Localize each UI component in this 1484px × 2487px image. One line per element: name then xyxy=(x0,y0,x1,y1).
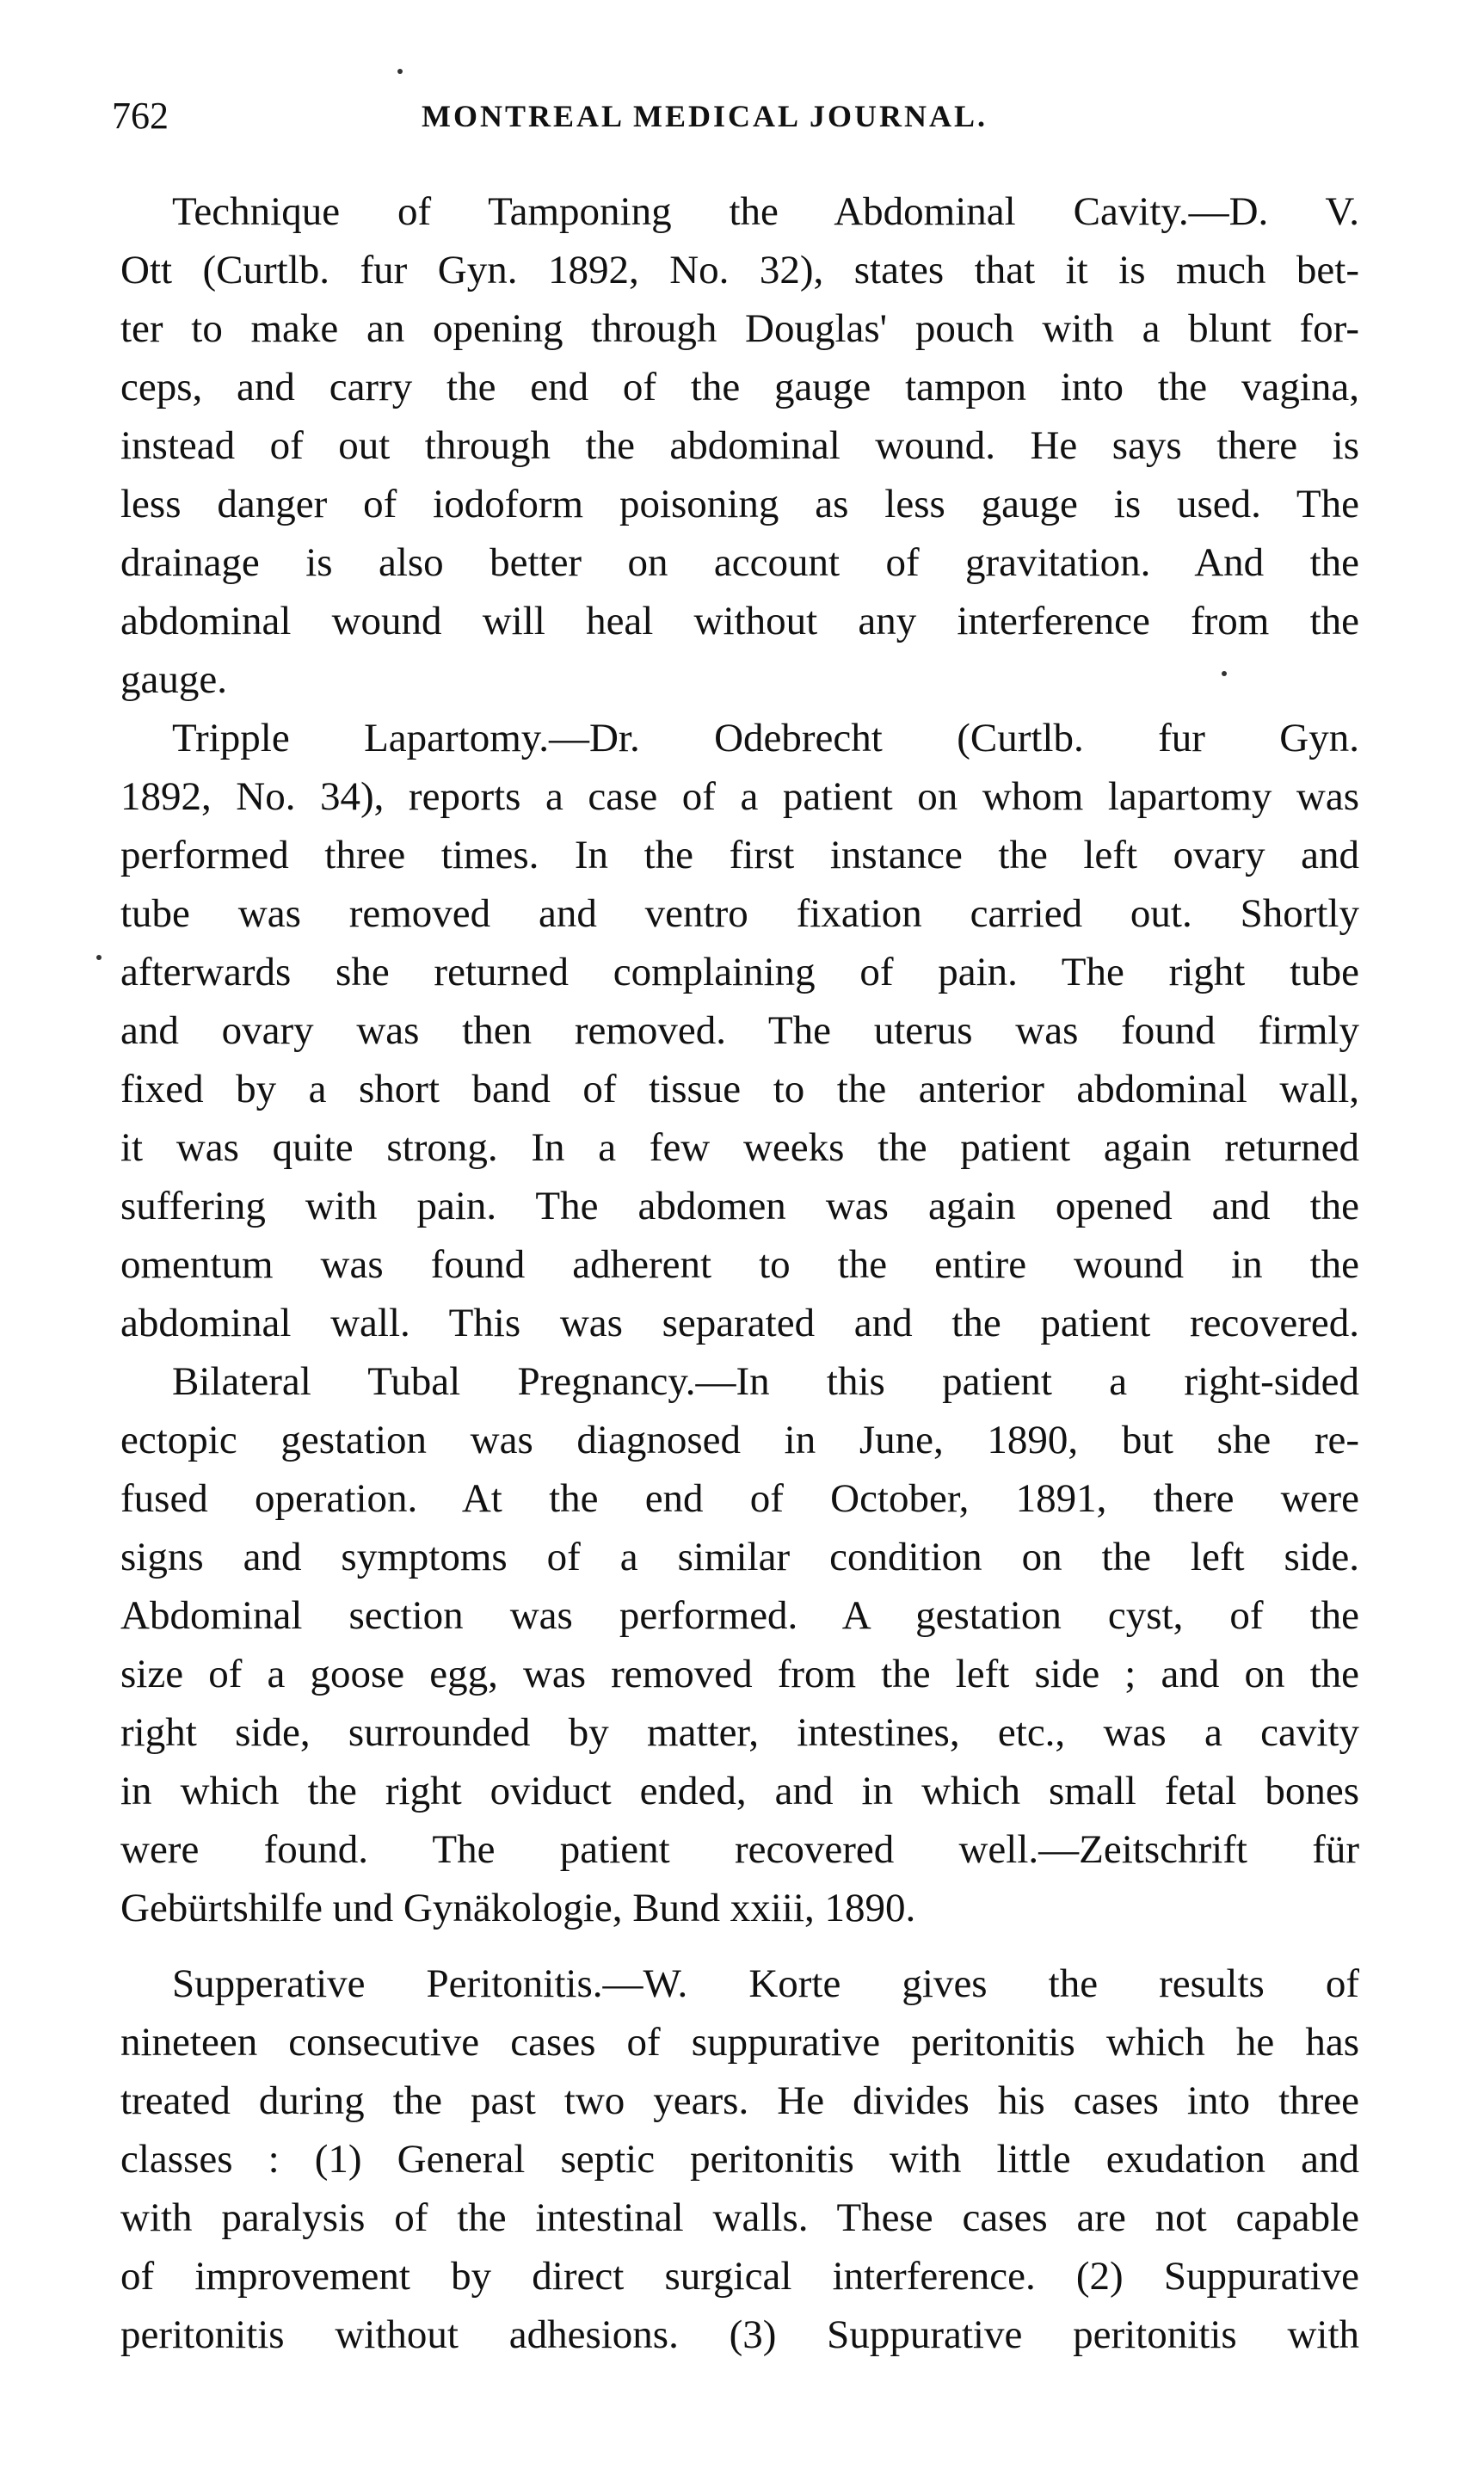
text-line: gauge. xyxy=(120,657,227,702)
text-line: treated during the past two years. He divides his cases into three xyxy=(120,2078,1359,2123)
text-line: ectopic gestation was diagnosed in June, 1890, but she re- xyxy=(120,1418,1359,1462)
text-line: in which the right oviduct ended, and in which small fetal bones xyxy=(120,1769,1359,1813)
page-number: 762 xyxy=(112,95,169,137)
text-line: Supperative Peritonitis.—W. Korte gives the results of xyxy=(172,1961,1359,2006)
text-line: abdominal wound will heal without any interference from the xyxy=(120,599,1359,643)
text-line: were found. The patient recovered well.—Zeitschrift für xyxy=(120,1827,1359,1872)
text-line: fused operation. At the end of October, 1891, there were xyxy=(120,1476,1359,1521)
text-line: omentum was found adherent to the entire wound in the xyxy=(120,1242,1359,1287)
text-line: and ovary was then removed. The uterus was found firmly xyxy=(120,1008,1359,1053)
print-speck xyxy=(96,955,102,960)
text-line: abdominal wall. This was separated and the patient recovered. xyxy=(120,1301,1359,1345)
text-line: less danger of iodoform poisoning as less gauge is used. The xyxy=(120,482,1359,526)
text-line: peritonitis without adhesions. (3) Suppurative peritonitis with xyxy=(120,2312,1359,2357)
text-line: ter to make an opening through Douglas' pouch with a blunt for- xyxy=(120,306,1359,351)
page-header xyxy=(112,90,1376,142)
text-line: drainage is also better on account of gravitation. And the xyxy=(120,540,1359,585)
text-line: instead of out through the abdominal wound. He says there is xyxy=(120,423,1359,468)
text-line: nineteen consecutive cases of suppurative peritonitis which he has xyxy=(120,2020,1359,2065)
text-line: of improvement by direct surgical interference. (2) Suppurative xyxy=(120,2254,1359,2299)
text-line: performed three times. In the first instance the left ovary and xyxy=(120,833,1359,877)
text-line: fixed by a short band of tissue to the anterior abdominal wall, xyxy=(120,1067,1359,1111)
running-title: MONTREAL MEDICAL JOURNAL. xyxy=(422,99,988,133)
print-speck xyxy=(1222,671,1227,676)
text-line: suffering with pain. The abdomen was again opened and the xyxy=(120,1184,1359,1228)
print-speck xyxy=(397,69,403,74)
text-line: signs and symptoms of a similar condition on the left side. xyxy=(120,1535,1359,1579)
text-line: it was quite strong. In a few weeks the patient again returned xyxy=(120,1125,1359,1170)
text-line: classes : (1) General septic peritonitis with little exudation and xyxy=(120,2137,1359,2182)
text-line: size of a goose egg, was removed from the left side ; and on the xyxy=(120,1652,1359,1696)
text-line: right side, surrounded by matter, intestines, etc., was a cavity xyxy=(120,1710,1359,1755)
text-line: Abdominal section was performed. A gestation cyst, of the xyxy=(120,1593,1359,1638)
text-line: with paralysis of the intestinal walls. These cases are not capable xyxy=(120,2195,1359,2240)
text-line: afterwards she returned complaining of pain. The right tube xyxy=(120,950,1359,994)
text-line: Tripple Lapartomy.—Dr. Odebrecht (Curtlb. fur Gyn. xyxy=(172,716,1359,760)
text-line: Ott (Curtlb. fur Gyn. 1892, No. 32), states that it is much bet- xyxy=(120,248,1359,292)
text-line: tube was removed and ventro fixation carried out. Shortly xyxy=(120,891,1359,936)
text-line: ceps, and carry the end of the gauge tampon into the vagina, xyxy=(120,365,1359,409)
text-line: Bilateral Tubal Pregnancy.—In this patient a right-sided xyxy=(172,1359,1359,1404)
text-line: Gebürtshilfe und Gynäkologie, Bund xxiii, 1890. xyxy=(120,1886,916,1930)
text-line: Technique of Tamponing the Abdominal Cavity.—D. V. xyxy=(172,189,1359,234)
text-line: 1892, No. 34), reports a case of a patient on whom lapartomy was xyxy=(120,774,1359,819)
